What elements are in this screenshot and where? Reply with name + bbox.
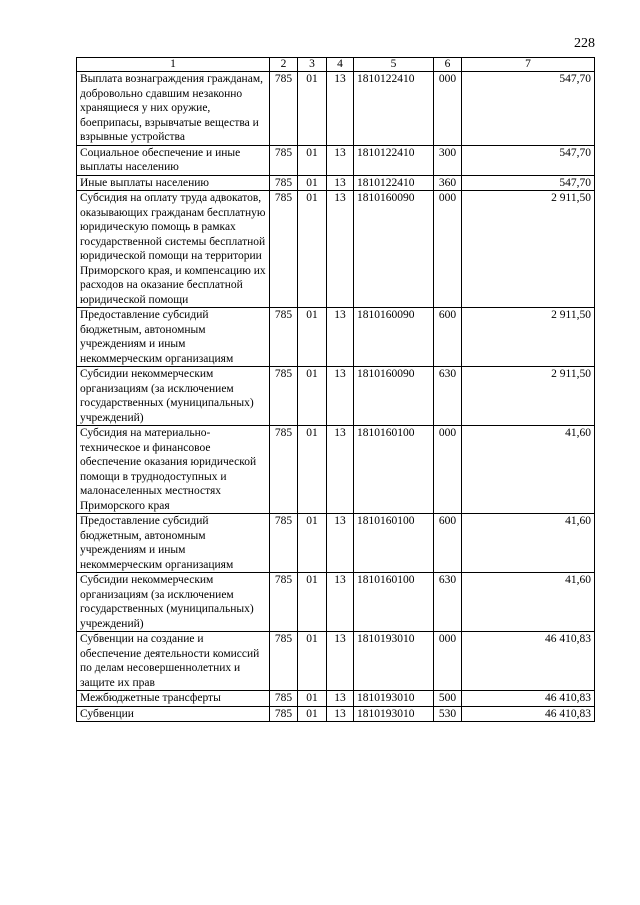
row-expense-type-code: 600 (434, 514, 462, 573)
row-amount: 41,60 (462, 573, 595, 632)
row-subsection-code: 13 (327, 145, 354, 175)
table-row (77, 191, 595, 308)
row-amount: 547,70 (462, 175, 595, 191)
row-expense-type-code: 630 (434, 367, 462, 426)
row-subsection-code: 13 (327, 573, 354, 632)
row-target-article-code: 1810160100 (354, 514, 434, 573)
row-expense-type-code: 360 (434, 175, 462, 191)
row-description: Субсидия на оплату труда адвокатов, оказывающих гражданам бесплатную юридическую помощь в рамках государственной системы бесплатной юридической помощи на территории Приморского края, и компенсацию их расходов на оказание бесплатной юридической помощи (77, 191, 270, 308)
row-subsection-code: 13 (327, 514, 354, 573)
table-row (77, 175, 595, 191)
row-target-article-code: 1810160090 (354, 308, 434, 367)
row-subsection-code: 13 (327, 72, 354, 146)
row-grbs-code: 785 (270, 175, 298, 191)
table-row (77, 145, 595, 175)
row-description: Субсидии некоммерческим организациям (за исключением государственных (муниципальных) учреждений) (77, 367, 270, 426)
column-header: 7 (462, 58, 595, 72)
row-amount: 547,70 (462, 145, 595, 175)
row-description: Предоставление субсидий бюджетным, автономным учреждениям и иным некоммерческим организациям (77, 514, 270, 573)
row-grbs-code: 785 (270, 191, 298, 308)
row-subsection-code: 13 (327, 426, 354, 514)
row-expense-type-code: 300 (434, 145, 462, 175)
row-section-code: 01 (298, 632, 327, 691)
column-header: 1 (77, 58, 270, 72)
row-section-code: 01 (298, 514, 327, 573)
row-description: Субсидии некоммерческим организациям (за исключением государственных (муниципальных) учреждений) (77, 573, 270, 632)
column-header: 3 (298, 58, 327, 72)
row-section-code: 01 (298, 367, 327, 426)
row-description: Выплата вознаграждения гражданам, добровольно сдавшим незаконно хранящиеся у них оружие, боеприпасы, взрывчатые вещества и взрывные устройства (77, 72, 270, 146)
row-section-code: 01 (298, 191, 327, 308)
row-amount: 547,70 (462, 72, 595, 146)
table-row (77, 308, 595, 367)
row-target-article-code: 1810193010 (354, 691, 434, 707)
row-amount: 41,60 (462, 514, 595, 573)
page-number: 228 (574, 36, 595, 51)
row-grbs-code: 785 (270, 145, 298, 175)
table-row (77, 426, 595, 514)
row-subsection-code: 13 (327, 691, 354, 707)
row-section-code: 01 (298, 145, 327, 175)
row-description: Межбюджетные трансферты (77, 691, 270, 707)
row-subsection-code: 13 (327, 175, 354, 191)
table-row (77, 573, 595, 632)
row-description: Субвенции на создание и обеспечение деятельности комиссий по делам несовершеннолетних и защите их прав (77, 632, 270, 691)
row-target-article-code: 1810193010 (354, 706, 434, 722)
row-expense-type-code: 600 (434, 308, 462, 367)
row-expense-type-code: 000 (434, 632, 462, 691)
row-section-code: 01 (298, 308, 327, 367)
row-grbs-code: 785 (270, 367, 298, 426)
table-row (77, 706, 595, 722)
row-target-article-code: 1810160100 (354, 573, 434, 632)
row-expense-type-code: 630 (434, 573, 462, 632)
table-row (77, 367, 595, 426)
row-description: Субвенции (77, 706, 270, 722)
row-section-code: 01 (298, 175, 327, 191)
row-section-code: 01 (298, 706, 327, 722)
row-target-article-code: 1810122410 (354, 72, 434, 146)
row-amount: 46 410,83 (462, 632, 595, 691)
row-target-article-code: 1810160090 (354, 367, 434, 426)
table-row (77, 72, 595, 146)
row-amount: 46 410,83 (462, 691, 595, 707)
row-expense-type-code: 000 (434, 72, 462, 146)
header-row (77, 58, 595, 72)
row-section-code: 01 (298, 72, 327, 146)
row-section-code: 01 (298, 691, 327, 707)
budget-table (76, 57, 595, 722)
row-grbs-code: 785 (270, 691, 298, 707)
row-target-article-code: 1810122410 (354, 175, 434, 191)
row-grbs-code: 785 (270, 514, 298, 573)
row-grbs-code: 785 (270, 573, 298, 632)
table-row (77, 632, 595, 691)
column-header: 5 (354, 58, 434, 72)
row-subsection-code: 13 (327, 367, 354, 426)
row-grbs-code: 785 (270, 632, 298, 691)
row-target-article-code: 1810160090 (354, 191, 434, 308)
row-target-article-code: 1810122410 (354, 145, 434, 175)
row-expense-type-code: 000 (434, 191, 462, 308)
table-row (77, 691, 595, 707)
row-expense-type-code: 530 (434, 706, 462, 722)
row-subsection-code: 13 (327, 706, 354, 722)
row-grbs-code: 785 (270, 426, 298, 514)
table-row (77, 514, 595, 573)
row-grbs-code: 785 (270, 308, 298, 367)
row-subsection-code: 13 (327, 191, 354, 308)
column-header: 2 (270, 58, 298, 72)
row-description: Иные выплаты населению (77, 175, 270, 191)
row-subsection-code: 13 (327, 308, 354, 367)
row-expense-type-code: 000 (434, 426, 462, 514)
row-amount: 2 911,50 (462, 367, 595, 426)
row-amount: 2 911,50 (462, 308, 595, 367)
row-description: Субсидия на материально-техническое и финансовое обеспечение оказания юридической помощи в труднодоступных и малонаселенных местностях Приморского края (77, 426, 270, 514)
row-section-code: 01 (298, 573, 327, 632)
row-expense-type-code: 500 (434, 691, 462, 707)
row-amount: 41,60 (462, 426, 595, 514)
row-amount: 46 410,83 (462, 706, 595, 722)
column-header: 4 (327, 58, 354, 72)
row-description: Предоставление субсидий бюджетным, автономным учреждениям и иным некоммерческим организациям (77, 308, 270, 367)
row-grbs-code: 785 (270, 706, 298, 722)
row-target-article-code: 1810193010 (354, 632, 434, 691)
row-target-article-code: 1810160100 (354, 426, 434, 514)
table-body (77, 72, 595, 722)
row-description: Социальное обеспечение и иные выплаты населению (77, 145, 270, 175)
row-grbs-code: 785 (270, 72, 298, 146)
row-amount: 2 911,50 (462, 191, 595, 308)
column-header: 6 (434, 58, 462, 72)
row-section-code: 01 (298, 426, 327, 514)
row-subsection-code: 13 (327, 632, 354, 691)
